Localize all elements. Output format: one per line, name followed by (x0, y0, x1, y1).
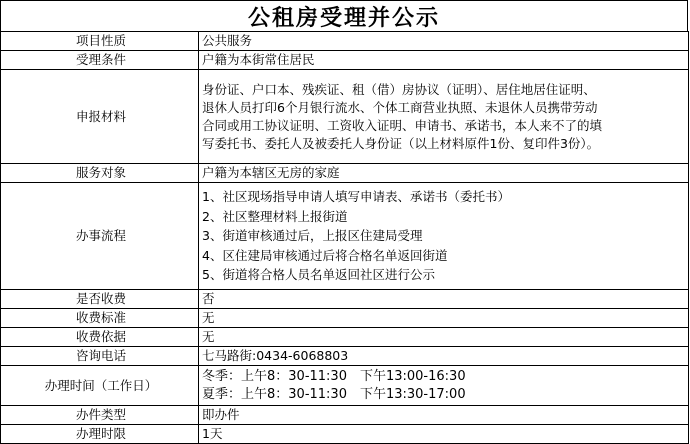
table-row (1, 32, 689, 51)
table-row (1, 366, 689, 406)
info-table (0, 31, 689, 444)
row-label: 服务对象 (1, 164, 199, 183)
table-row (1, 425, 689, 444)
row-label: 是否收费 (1, 290, 199, 309)
process-step: 4、区住建局审核通过后将合格名单返回街道 (202, 247, 448, 263)
table-row (1, 183, 689, 290)
row-value: 无 (199, 328, 689, 347)
row-label: 办事流程 (1, 183, 199, 290)
hours-text (199, 366, 689, 406)
process-step: 2、社区整理材料上报街道 (202, 208, 348, 224)
process-step: 1、社区现场指导申请人填写申请表、承诺书（委托书） (202, 189, 510, 205)
materials-line: 身份证、户口本、残疾证、租（借）房协议（证明）、居住地居住证明、 (202, 81, 596, 97)
table-row (1, 51, 689, 70)
table-row (1, 328, 689, 347)
row-label: 办件类型 (1, 406, 199, 425)
row-value: 户籍为本辖区无房的家庭 (199, 164, 689, 183)
table-row (1, 309, 689, 328)
winter-hours: 冬季：上午8：30-11:30 下午13:00-16:30 (202, 368, 466, 384)
row-value: 否 (199, 290, 689, 309)
materials-text (199, 70, 689, 164)
summer-hours: 夏季：上午8：30-11:30 下午13:30-17:00 (202, 386, 466, 402)
process-steps (199, 183, 689, 290)
table-row (1, 406, 689, 425)
row-label: 办理时限 (1, 425, 199, 444)
table-row (1, 347, 689, 366)
process-step: 5、街道将合格人员名单返回社区进行公示 (202, 267, 435, 283)
row-value: 即办件 (199, 406, 689, 425)
row-label: 受理条件 (1, 51, 199, 70)
row-value: 1天 (199, 425, 689, 444)
row-label: 项目性质 (1, 32, 199, 51)
table-row (1, 164, 689, 183)
materials-line: 合同或用工协议证明、工资收入证明、申请书、承诺书，本人来不了的填 (202, 117, 603, 133)
row-value: 无 (199, 309, 689, 328)
table-row (1, 70, 689, 164)
row-value: 公共服务 (199, 32, 689, 51)
row-value: 七马路街:0434-6068803 (199, 347, 689, 366)
row-value: 户籍为本街常住居民 (199, 51, 689, 70)
row-label: 申报材料 (1, 70, 199, 164)
row-label: 收费依据 (1, 328, 199, 347)
row-label: 收费标准 (1, 309, 199, 328)
table-row (1, 290, 689, 309)
page-title: 公租房受理并公示 (0, 0, 688, 32)
process-step: 3、街道审核通过后，上报区住建局受理 (202, 228, 423, 244)
row-label: 办理时间（工作日） (1, 366, 199, 406)
materials-line: 退休人员打印6个月银行流水、个体工商营业执照、未退休人员携带劳动 (202, 99, 598, 115)
row-label: 咨询电话 (1, 347, 199, 366)
materials-line: 写委托书、委托人及被委托人身份证（以上材料原件1份、复印件3份）。 (202, 135, 600, 151)
